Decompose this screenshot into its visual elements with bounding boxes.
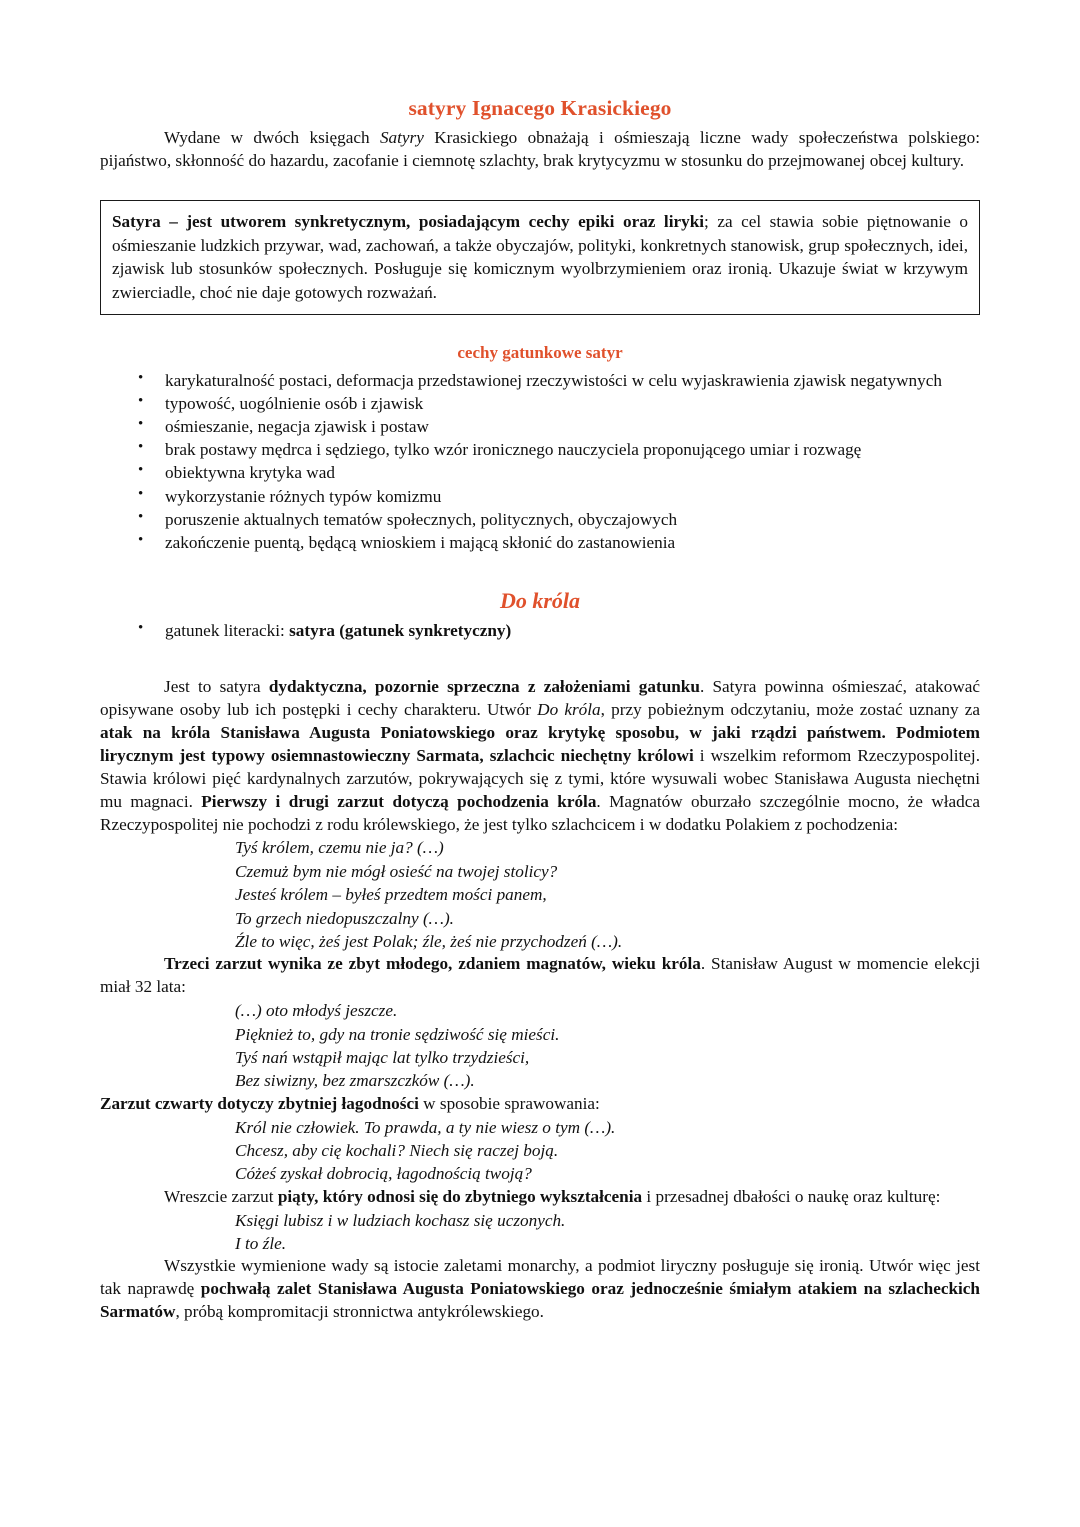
third-charge-paragraph — [100, 953, 980, 999]
text-run: Satyry — [379, 127, 424, 147]
text-run: Trzeci zarzut wynika ze zbyt młodego, zdaniem magnatów, wieku króla — [164, 954, 701, 974]
fourth-charge-paragraph — [100, 1093, 980, 1116]
quote-block-three — [100, 1116, 980, 1186]
satire-definition-text — [112, 210, 968, 304]
fifth-charge-paragraph — [100, 1186, 980, 1209]
list-item: • karykaturalność postaci, deformacja przedstawionej rzeczywistości w celu wyjaskrawienia zjawisk negatywnych — [100, 369, 980, 392]
features-list — [100, 369, 980, 554]
verse-line: Czemuż bym nie mógł osieść na twojej stolicy? — [235, 861, 558, 881]
text-run: Jest to satyra — [164, 677, 269, 697]
text-run: Zarzut czwarty dotyczy zbytniej łagodności — [100, 1093, 419, 1113]
quote-block-two — [100, 999, 980, 1093]
verse-line: (…) oto młodyś jeszcze. — [235, 1001, 398, 1021]
features-heading: cechy gatunkowe satyr — [457, 343, 623, 363]
do-krola-heading: Do króla — [499, 587, 581, 613]
list-item: • obiektywna krytyka wad — [100, 461, 980, 484]
text-run: Krasickiego obnażają i ośmieszają liczne wady społeczeństwa polskiego: pijaństwo, skłonność do hazardu, zacofanie i ciemnotę szlachty, brak krytycyzmu w stosunku do przejmowanej obcej kultury. — [100, 127, 981, 170]
text-run: gatunek literacki: — [165, 621, 290, 641]
text-run: Satyra – jest utworem synkretycznym, posiadającym cechy epiki oraz liryki — [112, 212, 705, 232]
list-item: • ośmieszanie, negacja zjawisk i postaw — [100, 415, 980, 438]
intro-paragraph — [100, 127, 980, 173]
list-item: • poruszenie aktualnych tematów społecznych, politycznych, obyczajowych — [100, 508, 980, 531]
list-item: • typowość, uogólnienie osób i zjawisk — [100, 392, 980, 415]
text-run: . Stanisław August w momencie elekcji miał 32 lata: — [100, 954, 980, 997]
list-item — [100, 619, 980, 642]
spacer — [100, 642, 980, 676]
text-run: Pierwszy i drugi zarzut dotyczą pochodzenia króla — [201, 791, 597, 811]
text-run: i przesadnej dbałości o naukę oraz kulturę: — [642, 1186, 941, 1206]
text-run: Wreszcie zarzut — [164, 1186, 278, 1206]
verse-line: Tyś królem, czemu nie ja? (…) — [235, 838, 444, 858]
text-run: w sposobie sprawowania: — [418, 1093, 600, 1113]
list-item: • wykorzystanie różnych typów komizmu — [100, 485, 980, 508]
text-run: i wszelkim reformom Rzeczypospolitej. Stawia królowi pięć kardynalnych zarzutów, pokrywających się z tymi, które wysuwali wobec Stanisława Augusta niechętni mu magnaci. — [100, 745, 980, 811]
verse-line: Źle to więc, żeś jest Polak; źle, żeś nie przychodzeń (…). — [235, 932, 623, 951]
conclusion-paragraph — [100, 1255, 980, 1324]
analysis-paragraph — [100, 676, 980, 836]
list-item: • brak postawy mędrca i sędziego, tylko wzór ironicznego nauczyciela proponującego umiar i rozwagę — [100, 438, 980, 461]
text-run: atak na króla Stanisława Augusta Poniatowskiego oraz krytykę sposobu, w jaki rządzi państwem. Podmiotem lirycznym jest typowy osiemnastowieczny Sarmata, szlachcic niechętny królowi — [100, 723, 980, 765]
satire-definition-box — [100, 200, 980, 315]
document-content — [100, 96, 980, 1324]
verse-line: Chcesz, aby cię kochali? Niech się raczej boją. — [235, 1140, 559, 1160]
text-run: , przy pobieżnym odczytaniu, może zostać uznany za — [600, 700, 981, 720]
verse-line: I to źle. — [235, 1234, 287, 1254]
spacer — [100, 554, 980, 588]
verse-line: Tyś nań wstąpił mając lat tylko trzydzieści, — [235, 1047, 530, 1067]
text-run: pochwałą zalet Stanisława Augusta Poniatowskiego oraz jednocześnie śmiałym atakiem na szlacheckich Sarmatów — [100, 1279, 980, 1322]
text-run: ; za cel stawia sobie piętnowanie o ośmieszanie ludzkich przywar, wad, zachowań, a także obyczajów, polityki, konkretnych stanowisk, grup społecznych, idei, zjawisk lub stosunków społecznych. Posługuje się komicznym wyolbrzymieniem oraz ironią. Ukazuje świat w krzywym zwierciadle, choć nie daje gotowych rozważań. — [112, 212, 968, 302]
spacer — [100, 172, 980, 200]
verse-line: Cóżeś zyskał dobrocią, łagodnością twoją? — [235, 1164, 532, 1184]
text-run: Do króla — [537, 700, 601, 720]
verse-line: Król nie człowiek. To prawda, a ty nie wiesz o tym (…). — [235, 1117, 616, 1137]
verse-line: Księgi lubisz i w ludziach kochasz się uczonych. — [235, 1210, 566, 1230]
text-run: dydaktyczna, pozornie sprzeczna z założeniami gatunku — [268, 677, 700, 697]
text-run: Wydane w dwóch księgach — [164, 127, 380, 147]
text-run: . Magnatów oburzało szczególnie mocno, że władca Rzeczypospolitej nie pochodzi z rodu królewskiego, że jest tylko szlachcicem i w dodatku Polakiem z pochodzenia: — [100, 791, 980, 834]
quote-block-four — [100, 1209, 980, 1256]
text-run: piąty, który odnosi się do zbytniego wykształcenia — [277, 1186, 643, 1206]
verse-line: To grzech niedopuszczalny (…). — [235, 908, 454, 928]
genre-list — [100, 619, 980, 642]
text-run: . Satyra powinna ośmieszać, atakować opisywane osoby lub ich postępki i cechy charakteru. Utwór — [100, 677, 980, 720]
text-run: Wszystkie wymienione wady są istocie zaletami monarchy, a podmiot liryczny posługuje się ironią. Utwór więc jest tak naprawdę — [100, 1256, 980, 1299]
list-item: • zakończenie puentą, będącą wnioskiem i mającą skłonić do zastanowienia — [100, 531, 980, 554]
verse-line: Bez siwizny, bez zmarszczków (…). — [235, 1071, 475, 1091]
text-run: , próbą kompromitacji stronnictwa antykrólewskiego. — [175, 1302, 544, 1322]
text-run: satyra (gatunek synkretyczny) — [289, 621, 512, 641]
page-title: satyry Ignacego Krasickiego — [408, 96, 672, 120]
verse-line: Pięknież to, gdy na tronie sędziwość się mieści. — [235, 1024, 560, 1044]
quote-block-one — [100, 836, 980, 953]
verse-line: Jesteś królem – byłeś przedtem mości panem, — [235, 885, 547, 905]
spacer — [100, 315, 980, 343]
